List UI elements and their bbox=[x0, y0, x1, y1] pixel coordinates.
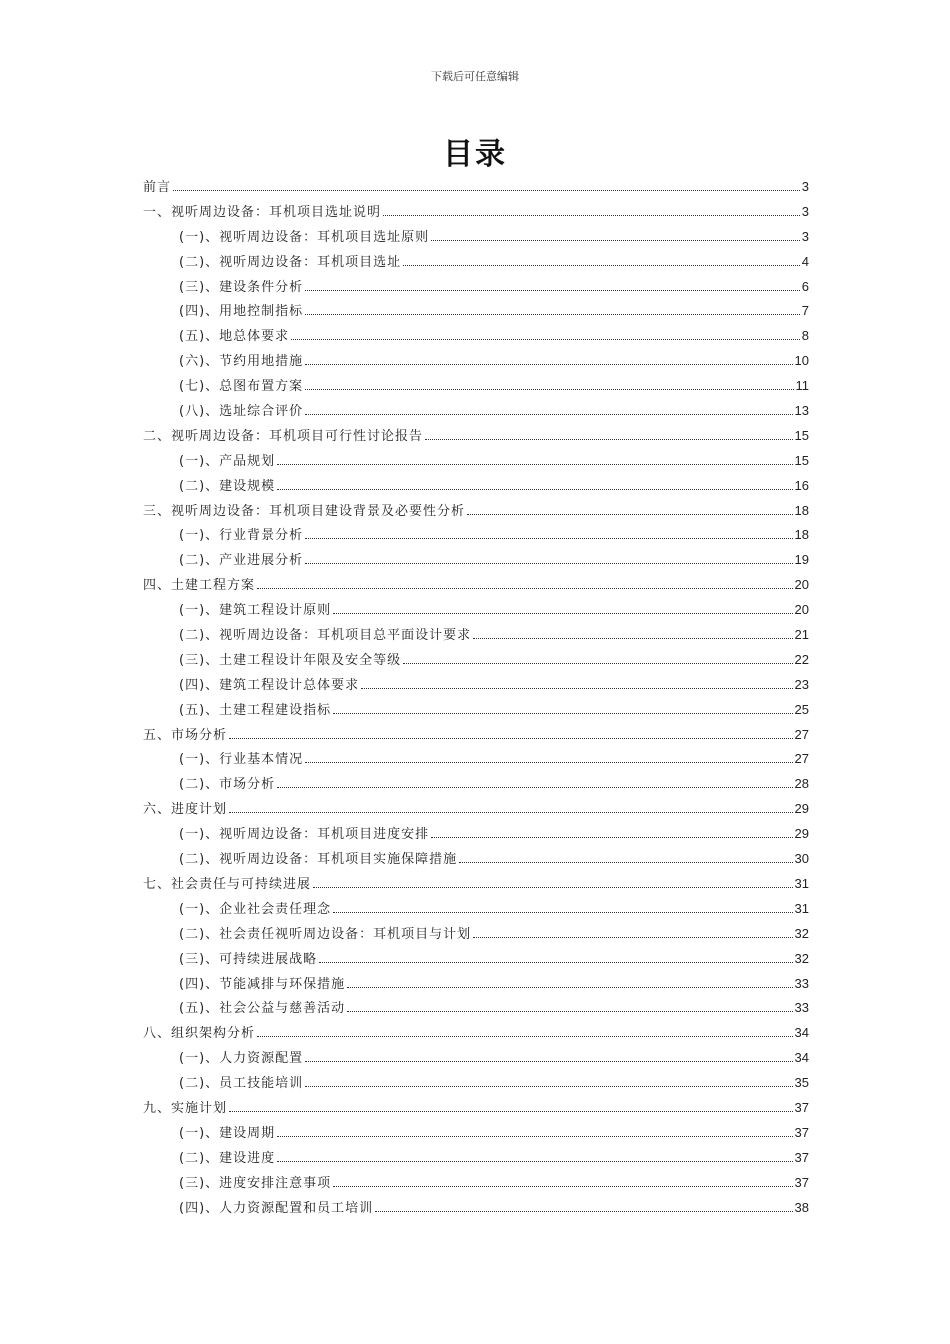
toc-entry-label: (五)、社会公益与慈善活动 bbox=[179, 1001, 346, 1017]
toc-entry-page-number: 33 bbox=[794, 1000, 809, 1016]
toc-entry-label: (三)、土建工程设计年限及安全等级 bbox=[179, 652, 402, 668]
dot-leader bbox=[425, 439, 793, 440]
toc-entry-label: (二)、视听周边设备：耳机项目选址 bbox=[179, 254, 402, 270]
dot-leader bbox=[305, 414, 792, 415]
toc-entry-label: (二)、市场分析 bbox=[179, 777, 276, 793]
toc-entry-label: (二)、社会责任视听周边设备：耳机项目与计划 bbox=[179, 926, 472, 942]
toc-entry-page-number: 27 bbox=[794, 726, 809, 742]
toc-entry-label: (七)、总图布置方案 bbox=[179, 379, 304, 395]
toc-entry[interactable] bbox=[143, 177, 809, 202]
dot-leader bbox=[277, 1136, 792, 1137]
toc-entry-label: (一)、行业基本情况 bbox=[179, 752, 304, 768]
toc-entry-label: (一)、视听周边设备：耳机项目进度安排 bbox=[179, 827, 430, 843]
toc-entry-page-number: 37 bbox=[794, 1124, 809, 1140]
toc-entry[interactable] bbox=[143, 675, 809, 700]
toc-entry[interactable] bbox=[143, 974, 809, 999]
toc-entry-page-number: 29 bbox=[794, 826, 809, 842]
dot-leader bbox=[305, 538, 792, 539]
toc-entry-page-number: 32 bbox=[794, 925, 809, 941]
toc-entry-page-number: 34 bbox=[794, 1050, 809, 1066]
toc-entry-page-number: 3 bbox=[801, 179, 809, 194]
toc-entry[interactable] bbox=[143, 700, 809, 725]
toc-entry[interactable] bbox=[143, 874, 809, 899]
toc-entry-page-number: 37 bbox=[794, 1174, 809, 1190]
toc-entry-page-number: 34 bbox=[794, 1025, 809, 1041]
toc-entry-page-number: 35 bbox=[794, 1075, 809, 1091]
dot-leader bbox=[229, 1111, 793, 1112]
toc-entry[interactable] bbox=[143, 501, 809, 526]
toc-entry-label: 七、社会责任与可持续进展 bbox=[143, 876, 312, 892]
dot-leader bbox=[347, 1011, 792, 1012]
toc-entry-label: 二、视听周边设备：耳机项目可行性讨论报告 bbox=[143, 428, 424, 444]
dot-leader bbox=[305, 563, 792, 564]
dot-leader bbox=[459, 862, 792, 863]
toc-entry-page-number: 30 bbox=[794, 851, 809, 867]
toc-entry[interactable] bbox=[143, 1048, 809, 1073]
toc-entry[interactable] bbox=[143, 252, 809, 277]
dot-leader bbox=[383, 215, 800, 216]
toc-entry[interactable] bbox=[143, 525, 809, 550]
toc-entry-label: (二)、视听周边设备：耳机项目总平面设计要求 bbox=[179, 628, 472, 644]
toc-entry-label: (一)、人力资源配置 bbox=[179, 1051, 304, 1067]
toc-entry-page-number: 8 bbox=[801, 328, 809, 344]
dot-leader bbox=[467, 514, 793, 515]
toc-entry-page-number: 18 bbox=[794, 502, 809, 518]
toc-entry-label: (五)、地总体要求 bbox=[179, 329, 290, 345]
dot-leader bbox=[173, 190, 800, 191]
toc-entry-label: 一、视听周边设备：耳机项目选址说明 bbox=[143, 204, 382, 220]
toc-entry[interactable] bbox=[143, 774, 809, 799]
toc-entry-label: (三)、可持续进展战略 bbox=[179, 951, 318, 967]
dot-leader bbox=[229, 812, 793, 813]
dot-leader bbox=[313, 887, 793, 888]
toc-entry-label: 前言 bbox=[143, 180, 172, 195]
toc-entry-page-number: 32 bbox=[794, 950, 809, 966]
toc-entry[interactable] bbox=[143, 476, 809, 501]
toc-entry[interactable] bbox=[143, 277, 809, 302]
toc-entry-page-number: 21 bbox=[794, 627, 809, 643]
dot-leader bbox=[305, 364, 792, 365]
toc-entry-page-number: 23 bbox=[794, 676, 809, 692]
dot-leader bbox=[305, 389, 793, 390]
toc-entry-label: (四)、人力资源配置和员工培训 bbox=[179, 1200, 374, 1216]
toc-entry[interactable] bbox=[143, 600, 809, 625]
dot-leader bbox=[361, 688, 792, 689]
toc-entry-label: (三)、建设条件分析 bbox=[179, 279, 304, 295]
toc-entry[interactable] bbox=[143, 899, 809, 924]
dot-leader bbox=[319, 962, 792, 963]
toc-entry-page-number: 3 bbox=[801, 228, 809, 244]
dot-leader bbox=[333, 613, 792, 614]
toc-entry-label: (四)、用地控制指标 bbox=[179, 304, 304, 320]
toc-entry[interactable] bbox=[143, 1198, 809, 1223]
toc-entry-page-number: 15 bbox=[794, 452, 809, 468]
toc-entry-page-number: 29 bbox=[794, 801, 809, 817]
toc-entry[interactable] bbox=[143, 1023, 809, 1048]
toc-entry-page-number: 7 bbox=[801, 303, 809, 319]
toc-entry-label: 四、土建工程方案 bbox=[143, 578, 256, 594]
toc-entry[interactable] bbox=[143, 376, 809, 401]
toc-entry[interactable] bbox=[143, 1173, 809, 1198]
toc-entry-page-number: 27 bbox=[794, 751, 809, 767]
dot-leader bbox=[403, 663, 792, 664]
toc-entry-label: (二)、建设进度 bbox=[179, 1150, 276, 1166]
toc-entry[interactable] bbox=[143, 202, 809, 227]
dot-leader bbox=[277, 489, 792, 490]
toc-entry[interactable] bbox=[143, 401, 809, 426]
toc-entry[interactable] bbox=[143, 725, 809, 750]
toc-entry-page-number: 22 bbox=[794, 651, 809, 667]
toc-entry[interactable] bbox=[143, 326, 809, 351]
toc-entry-label: (二)、产业进展分析 bbox=[179, 553, 304, 569]
toc-entry[interactable] bbox=[143, 998, 809, 1023]
dot-leader bbox=[333, 713, 792, 714]
toc-entry-label: (一)、建筑工程设计原则 bbox=[179, 603, 332, 619]
toc-entry-label: (四)、建筑工程设计总体要求 bbox=[179, 677, 360, 693]
dot-leader bbox=[333, 912, 792, 913]
toc-entry-page-number: 10 bbox=[794, 353, 809, 369]
toc-entry-label: (一)、行业背景分析 bbox=[179, 528, 304, 544]
dot-leader bbox=[229, 738, 793, 739]
toc-entry-page-number: 3 bbox=[801, 203, 809, 219]
toc-entry[interactable] bbox=[143, 575, 809, 600]
dot-leader bbox=[305, 1086, 792, 1087]
toc-entry-label: 九、实施计划 bbox=[143, 1100, 228, 1116]
toc-entry-page-number: 16 bbox=[794, 477, 809, 493]
toc-entry-page-number: 31 bbox=[794, 875, 809, 891]
toc-entry[interactable] bbox=[143, 227, 809, 252]
toc-entry[interactable] bbox=[143, 949, 809, 974]
toc-entry[interactable] bbox=[143, 799, 809, 824]
toc-entry[interactable] bbox=[143, 451, 809, 476]
toc-entry-label: (八)、选址综合评价 bbox=[179, 404, 304, 420]
toc-entry[interactable] bbox=[143, 1073, 809, 1098]
toc-entry-label: (二)、建设规模 bbox=[179, 478, 276, 494]
toc-entry-label: (一)、建设周期 bbox=[179, 1125, 276, 1141]
dot-leader bbox=[305, 1061, 792, 1062]
toc-entry-label: 六、进度计划 bbox=[143, 802, 228, 818]
toc-entry-label: (一)、产品规划 bbox=[179, 453, 276, 469]
toc-entry-label: (一)、企业社会责任理念 bbox=[179, 901, 332, 917]
dot-leader bbox=[291, 339, 800, 340]
dot-leader bbox=[305, 762, 792, 763]
toc-entry-page-number: 37 bbox=[794, 1099, 809, 1115]
toc-entry-page-number: 18 bbox=[794, 527, 809, 543]
toc-entry-page-number: 6 bbox=[801, 278, 809, 294]
toc-entry[interactable] bbox=[143, 1123, 809, 1148]
toc-entry-page-number: 19 bbox=[794, 552, 809, 568]
toc-entry-label: 三、视听周边设备：耳机项目建设背景及必要性分析 bbox=[143, 503, 466, 519]
toc-entry[interactable] bbox=[143, 301, 809, 326]
dot-leader bbox=[257, 1036, 793, 1037]
toc-entry[interactable] bbox=[143, 749, 809, 774]
toc-entry-page-number: 20 bbox=[794, 602, 809, 618]
toc-entry[interactable] bbox=[143, 1098, 809, 1123]
toc-entry[interactable] bbox=[143, 650, 809, 675]
toc-entry-label: (五)、土建工程建设指标 bbox=[179, 702, 332, 718]
toc-entry-label: 五、市场分析 bbox=[143, 727, 228, 743]
toc-entry-page-number: 25 bbox=[794, 701, 809, 717]
dot-leader bbox=[431, 837, 792, 838]
dot-leader bbox=[473, 638, 792, 639]
toc-entry-label: (六)、节约用地措施 bbox=[179, 354, 304, 370]
toc-entry[interactable] bbox=[143, 1148, 809, 1173]
toc-entry[interactable] bbox=[143, 351, 809, 376]
toc-entry-label: (二)、员工技能培训 bbox=[179, 1076, 304, 1092]
toc-entry-page-number: 11 bbox=[795, 378, 809, 394]
toc-entry-page-number: 13 bbox=[794, 403, 809, 419]
page-header: 下载后可任意编辑 bbox=[431, 70, 519, 83]
toc-entry-page-number: 20 bbox=[794, 577, 809, 593]
dot-leader bbox=[305, 314, 800, 315]
dot-leader bbox=[473, 937, 792, 938]
dot-leader bbox=[333, 1186, 792, 1187]
toc-entry[interactable] bbox=[143, 824, 809, 849]
toc-entry-page-number: 31 bbox=[794, 900, 809, 916]
dot-leader bbox=[347, 987, 792, 988]
dot-leader bbox=[431, 240, 800, 241]
toc-entry[interactable] bbox=[143, 550, 809, 575]
toc-entry[interactable] bbox=[143, 625, 809, 650]
toc-entry-page-number: 28 bbox=[794, 776, 809, 792]
toc-entry-page-number: 37 bbox=[794, 1149, 809, 1165]
toc-entry-page-number: 38 bbox=[794, 1199, 809, 1215]
dot-leader bbox=[305, 290, 800, 291]
toc-entry-page-number: 4 bbox=[801, 253, 809, 269]
dot-leader bbox=[277, 787, 792, 788]
toc-entry-label: (一)、视听周边设备：耳机项目选址原则 bbox=[179, 229, 430, 245]
dot-leader bbox=[277, 464, 792, 465]
toc-entry[interactable] bbox=[143, 924, 809, 949]
toc-entry-label: (四)、节能减排与环保措施 bbox=[179, 976, 346, 992]
toc-entry-label: 八、组织架构分析 bbox=[143, 1026, 256, 1042]
toc-entry-label: (三)、进度安排注意事项 bbox=[179, 1175, 332, 1191]
page-title: 目录 bbox=[443, 137, 507, 172]
dot-leader bbox=[257, 588, 793, 589]
dot-leader bbox=[403, 265, 800, 266]
toc-entry[interactable] bbox=[143, 849, 809, 874]
toc-entry[interactable] bbox=[143, 426, 809, 451]
toc-entry-page-number: 33 bbox=[794, 975, 809, 991]
dot-leader bbox=[375, 1211, 792, 1212]
table-of-contents bbox=[143, 177, 809, 1222]
dot-leader bbox=[277, 1161, 792, 1162]
toc-entry-label: (二)、视听周边设备：耳机项目实施保障措施 bbox=[179, 852, 458, 868]
toc-entry-page-number: 15 bbox=[794, 427, 809, 443]
